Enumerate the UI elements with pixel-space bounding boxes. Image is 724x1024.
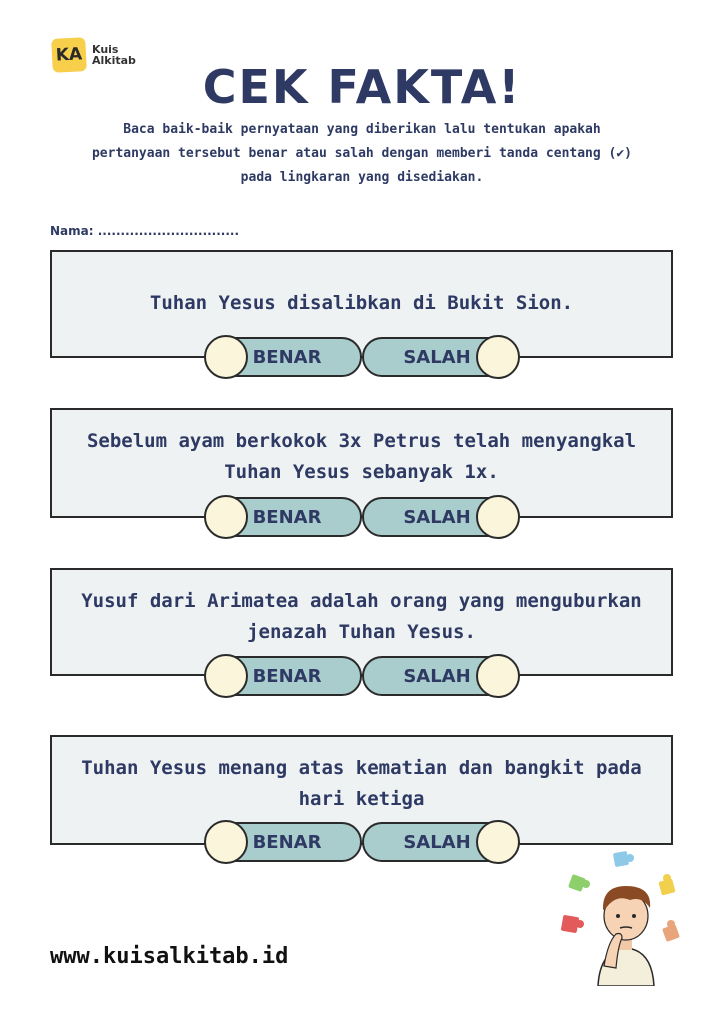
q4-benar-checkbox[interactable]: [204, 820, 248, 864]
q3-benar-option[interactable]: BENAR: [212, 656, 362, 696]
q1-benar-option[interactable]: BENAR: [212, 337, 362, 377]
puzzle-piece-icon: [613, 851, 634, 867]
puzzle-piece-icon: [658, 874, 675, 896]
logo-line-2: Alkitab: [92, 54, 136, 67]
question-card-4: [50, 735, 673, 845]
instructions: [60, 118, 664, 190]
q1-salah-checkbox[interactable]: [476, 335, 520, 379]
question-2-line-1: Sebelum ayam berkokok 3x Petrus telah menyangkal: [86, 430, 637, 452]
q2-salah-option[interactable]: SALAH: [362, 497, 512, 537]
q1-salah-option[interactable]: SALAH: [362, 337, 512, 377]
page-title: CEK FAKTA!: [202, 60, 522, 114]
q4-benar-option[interactable]: BENAR: [212, 822, 362, 862]
question-text-2: [52, 426, 671, 488]
question-3-line-1: Yusuf dari Arimatea adalah orang yang menguburkan: [81, 590, 642, 612]
question-card-3: [50, 568, 673, 676]
puzzle-piece-icon: [561, 915, 584, 934]
q4-salah-checkbox[interactable]: [476, 820, 520, 864]
q2-salah-checkbox[interactable]: [476, 495, 520, 539]
website-url: www.kuisalkitab.id: [50, 944, 289, 969]
thinking-boy-illustration: [556, 846, 696, 986]
question-text-3: [52, 586, 671, 648]
instructions-line-1: Baca baik-baik pernyataan yang diberikan lalu tentukan apakah: [123, 122, 601, 137]
q1-benar-checkbox[interactable]: [204, 335, 248, 379]
question-3-line-2: jenazah Tuhan Yesus.: [247, 621, 476, 643]
question-card-2: [50, 408, 673, 518]
question-2-line-2: Tuhan Yesus sebanyak 1x.: [224, 461, 499, 483]
q2-benar-checkbox[interactable]: [204, 495, 248, 539]
logo-line-1: Kuis: [92, 43, 119, 56]
question-text-4: [52, 753, 671, 815]
q3-benar-checkbox[interactable]: [204, 654, 248, 698]
instructions-line-3: pada lingkaran yang disediakan.: [240, 170, 484, 185]
question-card-1: [50, 250, 673, 358]
instructions-line-2: pertanyaan tersebut benar atau salah dengan memberi tanda centang (✔): [91, 146, 633, 161]
logo-badge: KA: [51, 37, 87, 73]
q2-benar-option[interactable]: BENAR: [212, 497, 362, 537]
q3-salah-checkbox[interactable]: [476, 654, 520, 698]
name-field[interactable]: Nama: ...............................: [50, 224, 240, 238]
puzzle-piece-icon: [662, 920, 680, 942]
question-1-line-1: Tuhan Yesus disalibkan di Bukit Sion.: [149, 292, 574, 314]
question-4-line-2: hari ketiga: [298, 788, 425, 810]
question-4-line-1: Tuhan Yesus menang atas kematian dan bangkit pada: [81, 757, 642, 779]
q3-salah-option[interactable]: SALAH: [362, 656, 512, 696]
question-text-1: [52, 288, 671, 319]
q4-salah-option[interactable]: SALAH: [362, 822, 512, 862]
puzzle-piece-icon: [568, 874, 590, 892]
